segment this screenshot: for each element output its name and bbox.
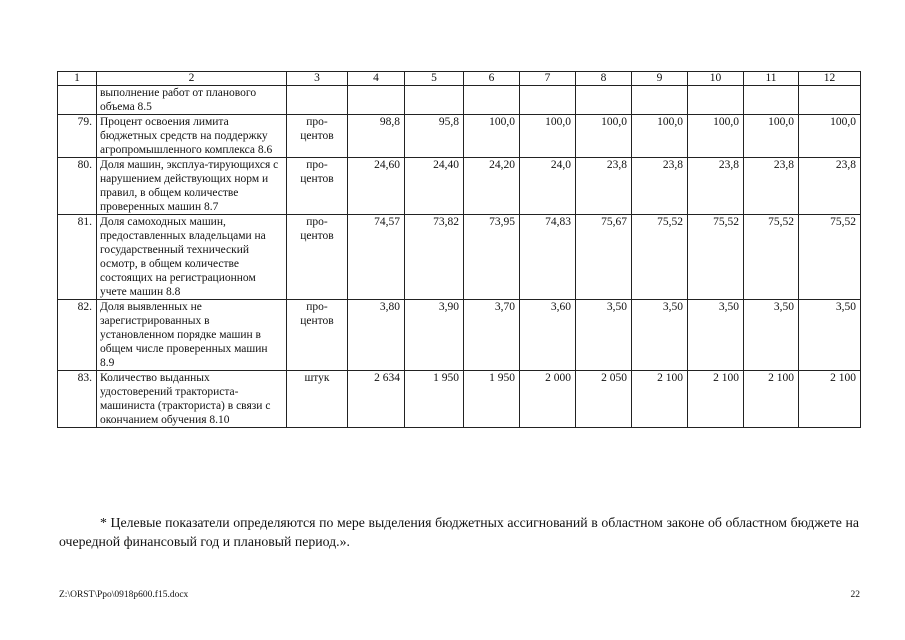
column-header-11: 11 [744, 72, 799, 86]
value-cell: 100,0 [464, 115, 520, 158]
value-cell: 3,50 [744, 300, 799, 371]
table-row [58, 300, 861, 371]
value-cell: 75,67 [576, 215, 632, 300]
column-header-6: 6 [464, 72, 520, 86]
row-number: 79. [58, 115, 97, 158]
value-cell: 2 634 [348, 371, 405, 428]
value-cell [576, 86, 632, 115]
value-cell: 75,52 [688, 215, 744, 300]
row-number: 81. [58, 215, 97, 300]
table-body [58, 72, 861, 428]
value-cell: 98,8 [348, 115, 405, 158]
indicator-name: выполнение работ от планового объема 8.5 [97, 86, 287, 115]
value-cell: 2 000 [520, 371, 576, 428]
value-cell: 75,52 [632, 215, 688, 300]
row-number: 83. [58, 371, 97, 428]
value-cell [799, 86, 861, 115]
table-row [58, 371, 861, 428]
value-cell: 3,70 [464, 300, 520, 371]
value-cell: 2 100 [744, 371, 799, 428]
value-cell [520, 86, 576, 115]
value-cell: 3,80 [348, 300, 405, 371]
value-cell: 3,50 [799, 300, 861, 371]
footnote: * Целевые показатели определяются по мере выделения бюджетных ассигнований в областном законе об областном бюджете на очередной финансовый год и плановый период.». [59, 515, 859, 549]
value-cell: 73,95 [464, 215, 520, 300]
value-cell [405, 86, 464, 115]
value-cell: 3,50 [576, 300, 632, 371]
value-cell: 75,52 [744, 215, 799, 300]
value-cell: 3,60 [520, 300, 576, 371]
unit-of-measure [287, 86, 348, 115]
indicator-name: Количество выданных удостоверений тракториста-машиниста (тракториста) в связи с окончанием обучения 8.10 [97, 371, 287, 428]
value-cell [632, 86, 688, 115]
value-cell: 23,8 [632, 158, 688, 215]
value-cell: 2 100 [799, 371, 861, 428]
column-header-4: 4 [348, 72, 405, 86]
value-cell: 100,0 [744, 115, 799, 158]
value-cell: 3,90 [405, 300, 464, 371]
value-cell: 23,8 [744, 158, 799, 215]
table-header-row [58, 72, 861, 86]
value-cell: 3,50 [688, 300, 744, 371]
value-cell: 100,0 [632, 115, 688, 158]
value-cell: 24,0 [520, 158, 576, 215]
value-cell: 24,40 [405, 158, 464, 215]
column-header-12: 12 [799, 72, 861, 86]
column-header-5: 5 [405, 72, 464, 86]
column-header-3: 3 [287, 72, 348, 86]
row-number [58, 86, 97, 115]
unit-of-measure: про-центов [287, 115, 348, 158]
unit-of-measure: про-центов [287, 215, 348, 300]
indicator-name: Доля выявленных не зарегистрированных в установленном порядке машин в общем числе проверенных машин 8.9 [97, 300, 287, 371]
indicator-name: Доля самоходных машин, предоставленных владельцами на государственный технический осмотр, в общем количестве состоящих на регистрационном учете машин 8.8 [97, 215, 287, 300]
value-cell [348, 86, 405, 115]
value-cell: 23,8 [576, 158, 632, 215]
value-cell: 24,60 [348, 158, 405, 215]
column-header-9: 9 [632, 72, 688, 86]
column-header-2: 2 [97, 72, 287, 86]
value-cell: 74,83 [520, 215, 576, 300]
column-header-1: 1 [58, 72, 97, 86]
value-cell: 23,8 [799, 158, 861, 215]
unit-of-measure: про-центов [287, 300, 348, 371]
value-cell: 1 950 [405, 371, 464, 428]
table-row [58, 158, 861, 215]
value-cell: 2 050 [576, 371, 632, 428]
column-header-8: 8 [576, 72, 632, 86]
value-cell: 3,50 [632, 300, 688, 371]
value-cell: 2 100 [632, 371, 688, 428]
unit-of-measure: про-центов [287, 158, 348, 215]
table-row [58, 215, 861, 300]
column-header-10: 10 [688, 72, 744, 86]
indicator-name: Доля машин, эксплуа-тирующихся с нарушением действующих норм и правил, в общем количестве проверенных машин 8.7 [97, 158, 287, 215]
value-cell [688, 86, 744, 115]
table-row [58, 86, 861, 115]
column-header-7: 7 [520, 72, 576, 86]
value-cell [744, 86, 799, 115]
indicator-name: Процент освоения лимита бюджетных средств на поддержку агропромышленного комплекса 8.6 [97, 115, 287, 158]
unit-of-measure: штук [287, 371, 348, 428]
value-cell: 1 950 [464, 371, 520, 428]
value-cell: 100,0 [520, 115, 576, 158]
row-number: 82. [58, 300, 97, 371]
value-cell: 95,8 [405, 115, 464, 158]
value-cell: 75,52 [799, 215, 861, 300]
footer-file-path: Z:\ORST\Ppo\0918p600.f15.docx [59, 590, 189, 600]
value-cell: 2 100 [688, 371, 744, 428]
value-cell: 74,57 [348, 215, 405, 300]
indicators-table [57, 71, 861, 428]
table-row [58, 115, 861, 158]
value-cell: 100,0 [688, 115, 744, 158]
page-number: 22 [850, 590, 860, 600]
value-cell: 100,0 [576, 115, 632, 158]
value-cell [464, 86, 520, 115]
value-cell: 100,0 [799, 115, 861, 158]
value-cell: 23,8 [688, 158, 744, 215]
value-cell: 24,20 [464, 158, 520, 215]
row-number: 80. [58, 158, 97, 215]
value-cell: 73,82 [405, 215, 464, 300]
